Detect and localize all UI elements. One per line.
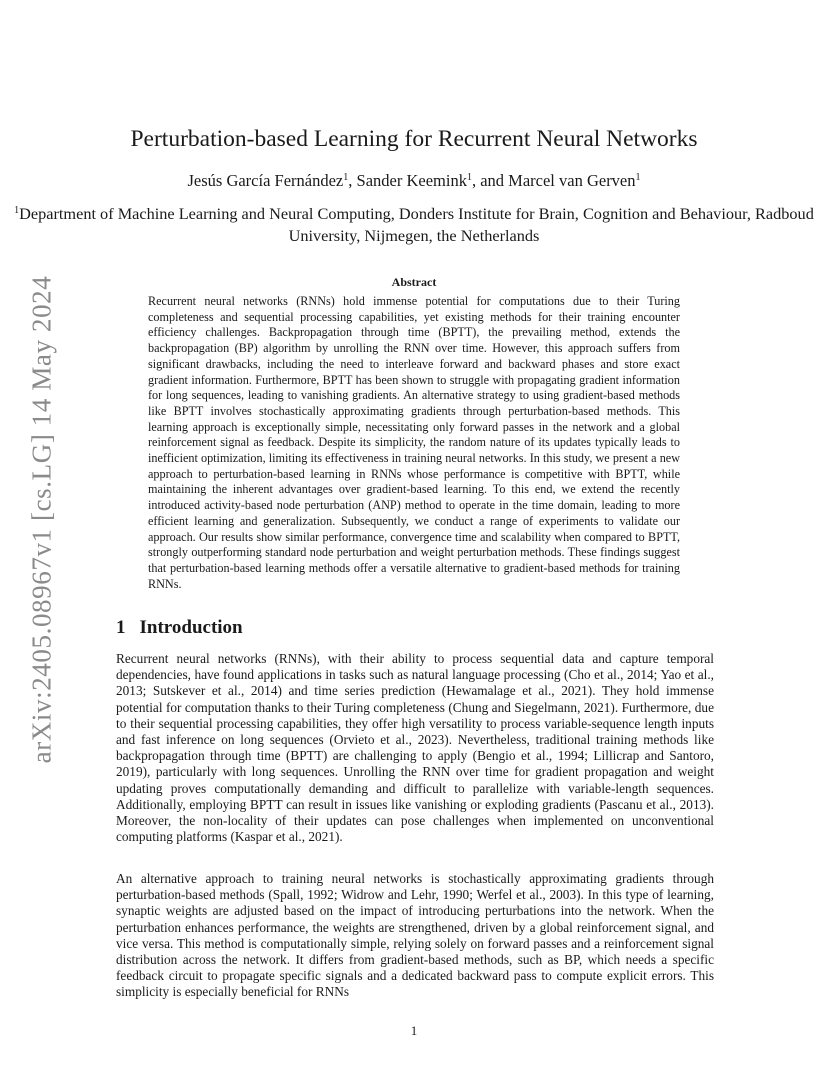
affiliation-text: Department of Machine Learning and Neural Computing, Donders Institute for Brain, Cognition and Behaviour, Radboud University, Nijmegen, the Netherlands	[19, 204, 814, 245]
author-name: Jesús García Fernández	[187, 171, 344, 190]
section-heading	[116, 616, 243, 640]
author-affiliation-marker: 1	[343, 172, 349, 183]
paper-title: Perturbation-based Learning for Recurrent Neural Networks	[130, 126, 698, 152]
author-list	[0, 170, 828, 192]
author-affiliation-marker: 1	[466, 172, 472, 183]
body-paragraph: Recurrent neural networks (RNNs), with their ability to process sequential data and capture temporal dependencies, have found applications in tasks such as natural language processing (Cho et al., 2014; Yao et al., 2013; Sutskever et al., 2014) and time series prediction (Hewamalage et al., 2021). They hold immense potential for computation thanks to their Turing completeness (Chung and Siegelmann, 2021). Furthermore, due to their sequential processing capabilities, they offer high versatility to process variable-sequence length inputs and fast inference on long sequences (Orvieto et al., 2023). Nevertheless, traditional training methods like backpropagation through time (BPTT) are challenging to apply (Bengio et al., 1994; Lillicrap and Santoro, 2019), particularly with long sequences. Unrolling the RNN over time for gradient propagation and weight updating proves computationally demanding and difficult to parallelize with variable-length sequences. Additionally, employing BPTT can result in issues like vanishing or exploding gradients (Pascanu et al., 2013). Moreover, the non-locality of their updates can pose challenges when implemented on unconventional computing platforms (Kaspar et al., 2021).	[116, 651, 714, 845]
abstract-heading: Abstract	[391, 275, 437, 289]
affiliation	[0, 203, 828, 247]
section-title: Introduction	[139, 617, 243, 638]
page-number: 1	[410, 1023, 418, 1038]
author-affiliation-marker: 1	[635, 172, 641, 183]
author-separator: ,	[348, 171, 357, 190]
body-paragraph: An alternative approach to training neural networks is stochastically approximating gradients through perturbation-based methods (Spall, 1992; Widrow and Lehr, 1990; Werfel et al., 2003). In this type of learning, synaptic weights are adjusted based on the impact of introducing perturbations into the network. When the perturbation enhances performance, the weights are strengthened, driven by a global reinforcement signal, and vice versa. This method is computationally simple, relying solely on forward passes and a reinforcement signal distribution across the network. It differs from gradient-based methods, such as BP, which needs a specific feedback circuit to propagate specific signals and a dedicated backward pass to compute explicit errors. This simplicity is especially beneficial for RNNs	[116, 871, 714, 1000]
arxiv-identifier-text: arXiv:2405.08967v1 [cs.LG] 14 May 2024	[26, 275, 57, 763]
abstract-text: Recurrent neural networks (RNNs) hold immense potential for computations due to their Turing completeness and sequential processing capabilities, yet existing methods for their training encounter efficiency challenges. Backpropagation through time (BPTT), the prevailing method, extends the backpropagation (BP) algorithm by unrolling the RNN over time. However, this approach suffers from significant drawbacks, including the need to interleave forward and backward phases and store exact gradient information. Furthermore, BPTT has been shown to struggle with propagating gradient information for long sequences, leading to vanishing gradients. An alternative strategy to using gradient-based methods like BPTT involves stochastically approximating gradients through perturbation-based methods. This learning approach is exceptionally simple, necessitating only forward passes in the network and a global reinforcement signal as feedback. Despite its simplicity, the random nature of its updates typically leads to inefficient optimization, limiting its effectiveness in training neural networks. In this study, we present a new approach to perturbation-based learning in RNNs whose performance is competitive with BPTT, while maintaining the inherent advantages over gradient-based learning. To this end, we extend the recently introduced activity-based node perturbation (ANP) method to operate in the time domain, leading to more efficient learning and generalization. Subsequently, we conduct a range of experiments to validate our approach. Our results show similar performance, convergence time and scalability when compared to BPTT, strongly outperforming standard node perturbation and weight perturbation methods. These findings suggest that perturbation-based learning methods offer a versatile alternative to gradient-based methods for training RNNs.	[148, 294, 680, 591]
section-number: 1	[116, 617, 126, 638]
author-name: Sander Keemink	[356, 171, 467, 190]
author-name: Marcel van Gerven	[508, 171, 636, 190]
arxiv-identifier-stamp	[22, 275, 62, 763]
affiliation-marker: 1	[14, 205, 20, 216]
author-separator: , and	[471, 171, 509, 190]
